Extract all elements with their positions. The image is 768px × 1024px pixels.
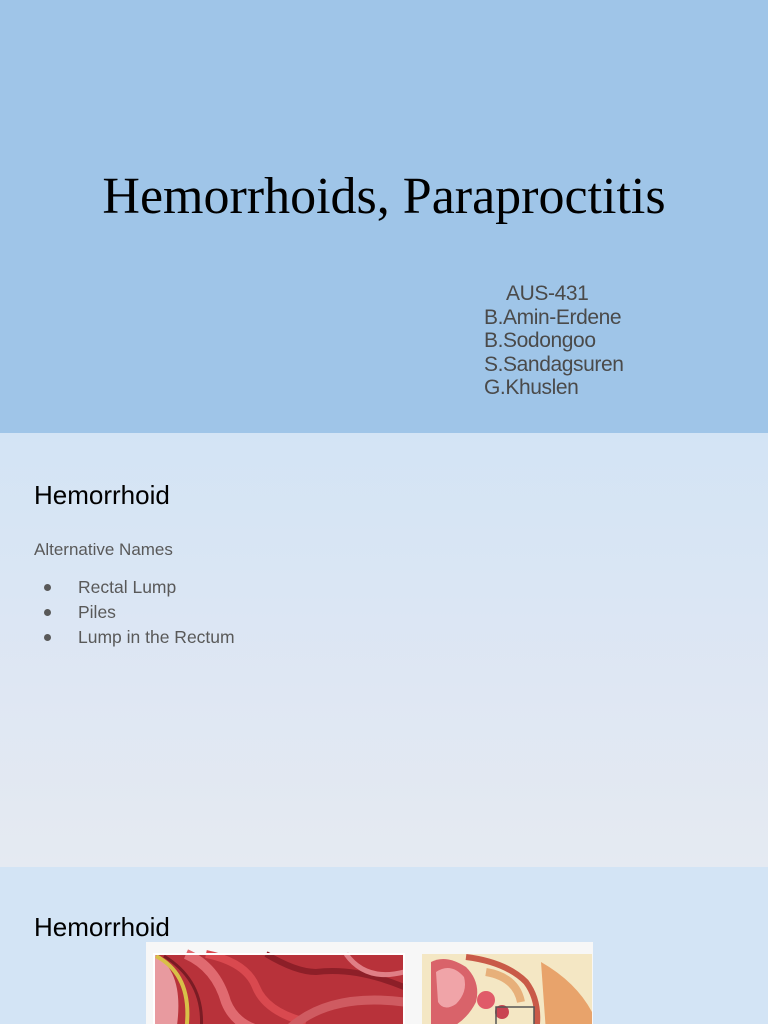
- alternative-names-slide: [0, 433, 768, 867]
- author-list: [484, 282, 624, 400]
- anatomy-slide: [0, 867, 768, 1024]
- list-item-text: Rectal Lump: [78, 577, 177, 597]
- bullet-icon: [44, 584, 51, 591]
- slide-heading: Hemorrhoid: [34, 912, 170, 942]
- list-item: [34, 600, 235, 625]
- bullet-icon: [44, 634, 51, 641]
- bullet-list: [34, 575, 235, 650]
- bullet-icon: [44, 609, 51, 616]
- list-item: [34, 625, 235, 650]
- anatomical-illustration: [146, 942, 593, 1024]
- list-item: [34, 575, 235, 600]
- title-slide: [0, 0, 768, 433]
- slide-title: Hemorrhoids, Paraproctitis: [102, 168, 666, 225]
- author-name: B.Amin-Erdene: [484, 305, 622, 329]
- author-name: S.Sandagsuren: [484, 352, 624, 376]
- author-name: G.Khuslen: [484, 376, 579, 399]
- author-name: B.Sodongoo: [484, 329, 596, 352]
- list-item-text: Piles: [78, 602, 116, 622]
- slide-heading: Hemorrhoid: [34, 480, 170, 510]
- list-item-text: Lump in the Rectum: [78, 627, 235, 647]
- slide-subheading: Alternative Names: [34, 540, 173, 559]
- course-code: AUS-431: [506, 282, 589, 305]
